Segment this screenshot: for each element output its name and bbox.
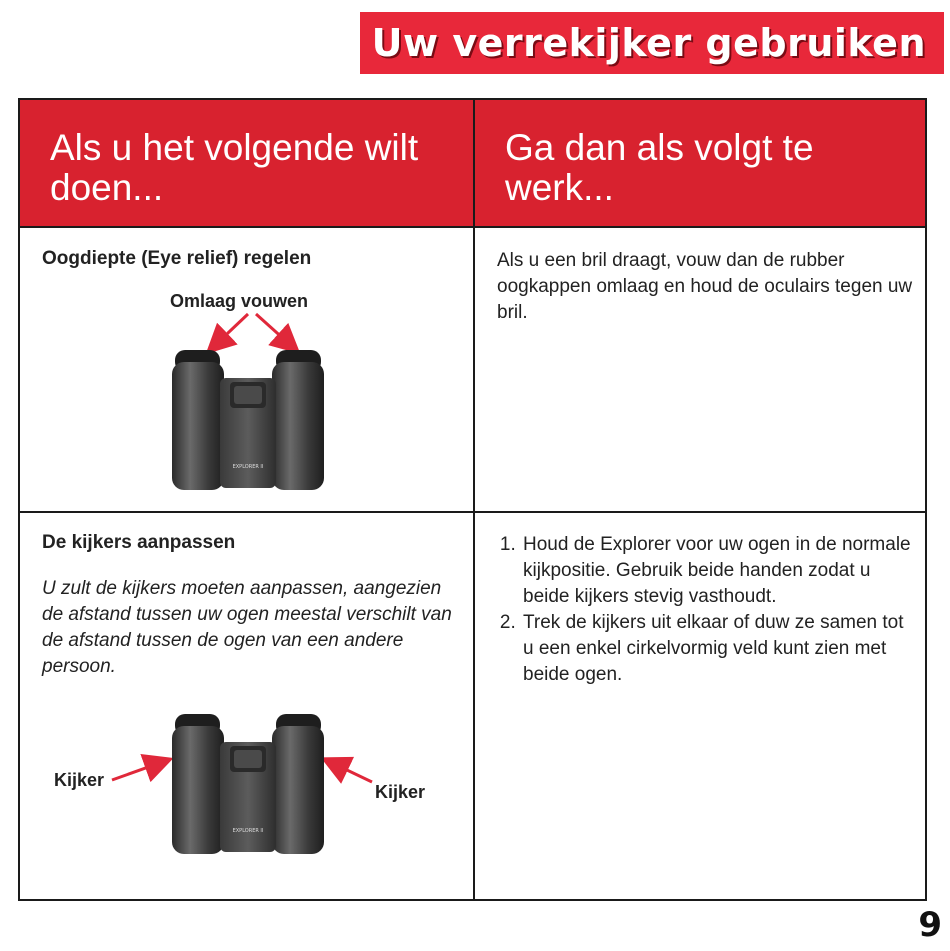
steps-list [497,532,917,688]
page-number: 9 [918,905,942,945]
table-header-right: Ga dan als volgt te werk... [475,100,925,228]
table-header-left: Als u het volgende wilt doen... [20,100,473,228]
page-title-banner [360,12,944,74]
svg-text:EXPLORER II: EXPLORER II [232,828,264,834]
row2-instructions [497,532,917,688]
row2-description: U zult de kijkers moeten aanpassen, aangezien de afstand tussen uw ogen meestal verschilt van de afstand tussen de ogen van een andere persoon. [42,578,452,677]
list-item: 2. Trek de kijkers uit elkaar of duw ze samen tot u een enkel cirkelvormig veld kunt zien met beide ogen. [521,610,917,688]
instruction-table [18,98,927,901]
binoculars-icon [172,714,324,854]
fold-down-label: Omlaag vouwen [170,291,309,311]
row2-illustration [20,100,929,903]
row2-title: De kijkers aanpassen [42,532,236,553]
eyepiece-label-left: Kijker [54,770,105,790]
list-item: 1. Houd de Explorer voor uw ogen in de normale kijkpositie. Gebruik beide handen zodat u beide kijkers stevig vasthoudt. [521,532,917,610]
row1-title: Oogdiepte (Eye relief) regelen [42,248,312,269]
eyepiece-label-right: Kijker [375,782,426,802]
page-title: Uw verrekijker gebruiken [371,21,926,65]
arrow-left-eyepiece [112,760,168,780]
arrow-right-eyepiece [326,760,372,782]
svg-text:EXPLORER II: EXPLORER II [232,464,264,470]
row1-instructions: Als u een bril draagt, vouw dan de rubber oogkappen omlaag en houd de oculairs tegen uw bril. [497,250,913,323]
